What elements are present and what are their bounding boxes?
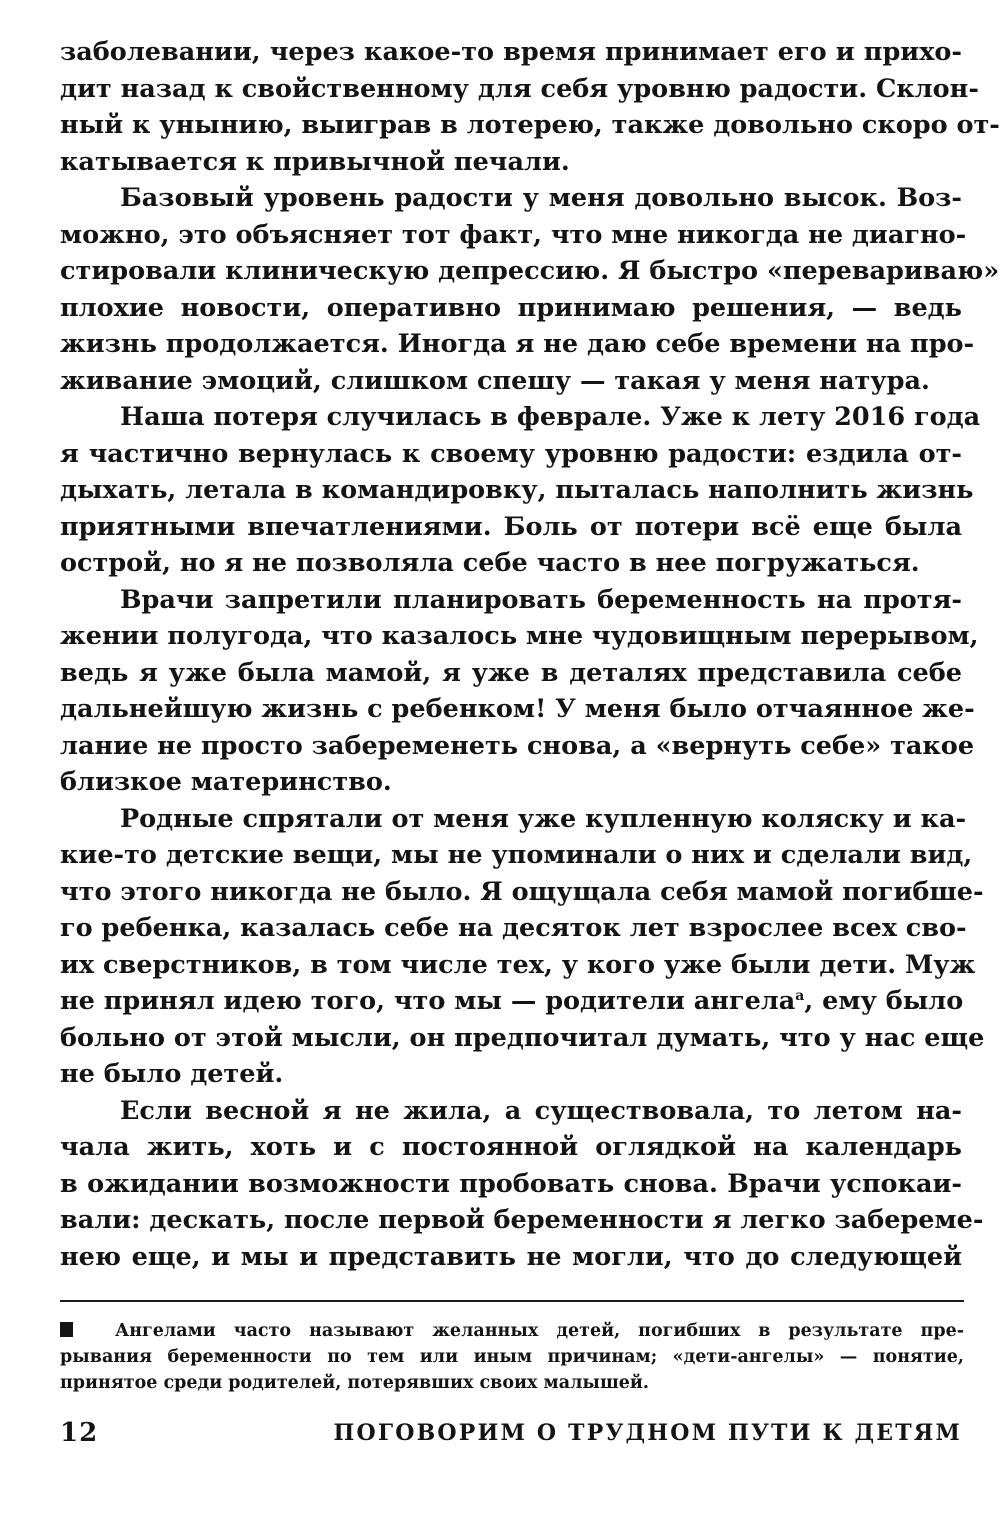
text-line-with-footnote-ref (60, 983, 962, 1020)
text-line: их сверстников, в том числе тех, у кого уже были дети. Муж (60, 949, 976, 980)
paragraph-first-line: Если весной я не жила, а существовала, то летом на- (120, 1095, 962, 1126)
text-line: жении полугода, что казалось мне чудовищным перерывом, (60, 621, 979, 651)
text-line: катывается к привычной печали. (60, 146, 570, 177)
text-line: кие-то детские вещи, мы не упоминали о них и сделали вид, (60, 840, 973, 870)
text-line: близкое материнство. (60, 767, 392, 797)
footnote-line: принятое среди родителей, потерявших своих малышей. (60, 1373, 649, 1393)
paragraph-first-line: Базовый уровень радости у меня довольно высок. Воз- (120, 183, 962, 213)
body-text (60, 34, 1000, 1275)
paragraph-first-line: Родные спрятали от меня уже купленную коляску и ка- (120, 803, 967, 834)
footnote-divider (60, 1300, 964, 1302)
text-line: в ожидании возможности пробовать снова. Врачи успокаи- (60, 1168, 962, 1199)
text-line: жизнь продолжается. Иногда я не даю себе времени на про- (60, 329, 975, 359)
text-line: нею еще, и мы и представить не могли, что до следующей (60, 1241, 962, 1272)
text-line: дальнейшую жизнь с ребенком! У меня было отчаянное же- (60, 694, 975, 724)
text-line: чала жить, хоть и с постоянной оглядкой на календарь (60, 1132, 962, 1162)
text-line: го ребенка, казалась себе на десяток лет взрослее всех сво- (60, 913, 967, 943)
footnote-line: рывания беременности по тем или иным причинам; «дети-ангелы» — понятие, (60, 1347, 964, 1367)
running-title: ПОГОВОРИМ О ТРУДНОМ ПУТИ К ДЕТЯМ (333, 1420, 962, 1446)
text-line: живание эмоций, слишком спешу — такая у меня натура. (60, 365, 930, 396)
footnote-text: Ангелами часто называют желанных детей, погибших в результате пре- (115, 1321, 964, 1341)
text-line: лание не просто забеременеть снова, а «вернуть себе» такое (60, 730, 975, 761)
text-line: вали: дескать, после первой беременности я легко забереме- (60, 1205, 984, 1235)
text-line: острой, но я не позволяла себе часто в нее погружаться. (60, 548, 920, 578)
text-segment: , ему было (804, 986, 964, 1016)
text-line: я частично вернулась к своему уровню радости: ездила от- (60, 438, 962, 469)
text-line: больно от этой мысли, он предпочитал думать, что у нас еще (60, 1022, 985, 1053)
text-line: заболевании, через какое-то время принимает его и прихо- (60, 37, 962, 67)
page-number: 12 (60, 1418, 99, 1448)
text-segment: не принял идею того, что мы — родители ангела (60, 986, 796, 1016)
text-line: можно, это объясняет тот факт, что мне никогда не диагно- (60, 219, 967, 250)
text-line: ный к унынию, выиграв в лотерею, также довольно скоро от- (60, 110, 1000, 140)
text-line: дит назад к свойственному для себя уровню радости. Склон- (60, 73, 979, 104)
text-line: не было детей. (60, 1059, 284, 1089)
text-line: стировали клиническую депрессию. Я быстро «перевариваю» (60, 256, 1000, 286)
footnote-line (60, 1318, 964, 1344)
footnote-reference[interactable]: a (795, 988, 805, 1004)
text-line: плохие новости, оперативно принимаю решения, — ведь (60, 292, 962, 323)
paragraph-first-line: Наша потеря случилась в феврале. Уже к лету 2016 года (120, 402, 981, 432)
text-line: что этого никогда не было. Я ощущала себя мамой погибше- (60, 876, 984, 907)
text-line: приятными впечатлениями. Боль от потери всё еще была (60, 511, 962, 542)
footnote (60, 1318, 964, 1396)
footnote-marker-icon (60, 1322, 73, 1337)
text-line: дыхать, летала в командировку, пыталась наполнить жизнь (60, 475, 974, 505)
paragraph-first-line: Врачи запретили планировать беременность на протя- (120, 584, 962, 615)
text-line: ведь я уже была мамой, я уже в деталях представила себе (60, 657, 962, 688)
